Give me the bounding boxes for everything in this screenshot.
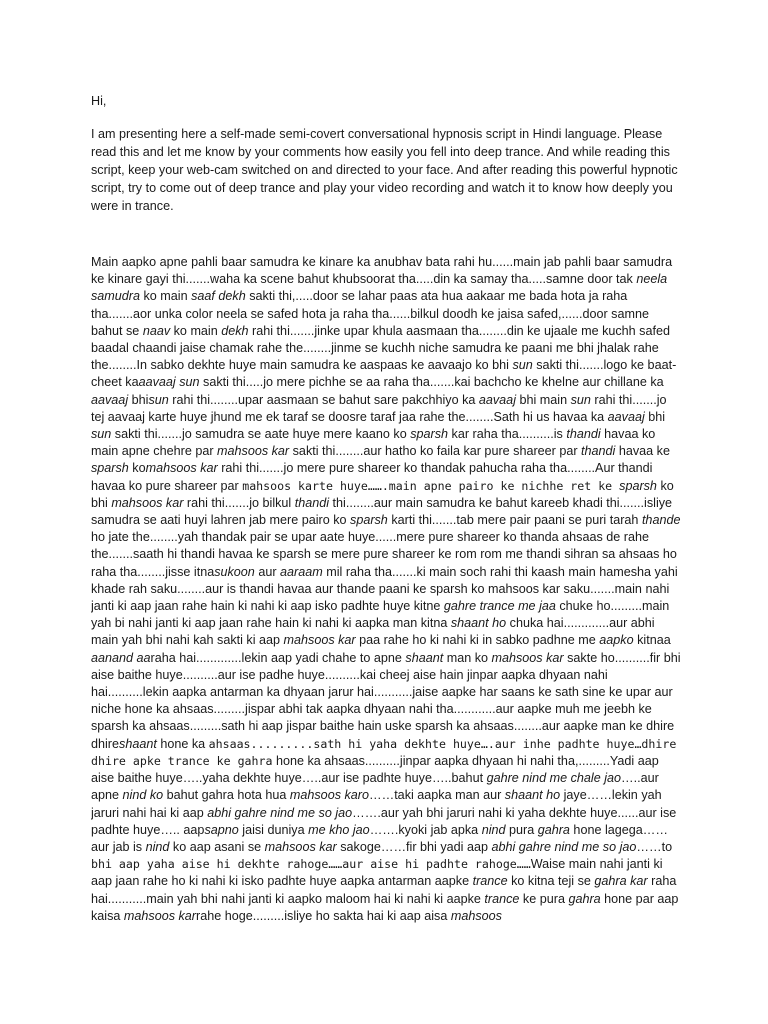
script-emphasis-text: aavaaj <box>607 409 645 424</box>
script-emphasis-text: thandi <box>294 495 330 510</box>
script-monospace-text: ahsaas.........sath hi yaha dekhte huye….aur inhe padhte huye…dhire dhire apke trance ke gahra <box>91 736 677 768</box>
script-emphasis-text: nind <box>145 839 170 854</box>
script-emphasis-text: dekh <box>221 323 249 338</box>
script-text: sakte ho..........fir bhi aise baithe huye..........aur ise padhe huye..........kai cheej aise hain jinpar aapka dhyaan nahi hai..........lekin aapka antarman ka dhyaan jarur hai...........jaise aapke har saans ke sath sine ke upar aur niche hone ka ahsaas.........jispar abhi tak aapka dhyaan nahi tha............aur aapke muh me jeebh ke sparsh ka ahsaas.........sath hi aap jispar baithe hain uske sparsh ka ahsaas........aur aapke man ke dhire dhire <box>91 650 681 751</box>
script-text: man ko <box>443 650 492 665</box>
script-text: bahut gahra hota hua <box>163 788 290 803</box>
script-text: kar raha tha..........is <box>448 427 567 442</box>
script-text: ko <box>128 461 146 476</box>
script-emphasis-text: mahsoos karo <box>289 788 369 803</box>
script-emphasis-text: sparsh <box>91 461 129 476</box>
script-text: sakti thi.....jo mere pichhe se aa raha tha.......kai bachcho ke khelne aur chillane ka <box>199 375 664 390</box>
script-emphasis-text: gahra <box>537 822 570 837</box>
script-text: sakti thi........aur hatho ko faila kar pure shareer par <box>289 444 582 459</box>
script-emphasis-text: mahsoos kar <box>217 444 290 459</box>
script-emphasis-text: nind ko <box>122 788 164 803</box>
script-emphasis-text: sukoon <box>214 564 255 579</box>
script-emphasis-text: mahsoos kar <box>145 461 218 476</box>
script-emphasis-text: thandi <box>566 427 601 442</box>
script-emphasis-text: gahra <box>568 891 601 906</box>
script-text: Waise main nahi janti ki aap jaan rahe ho ki nahi ki isko padhte huye aapka antarman aapke <box>91 857 663 889</box>
script-emphasis-text: neela samudra <box>91 272 668 304</box>
script-text: chuka hai.............aur abhi main yah bhi nahi kah sakti ki aap <box>91 616 655 648</box>
script-text: thi........aur main samudra ke bahut kareeb khadi thi.......isliye samudra se aati huyi lahren jab mere pairo ko <box>91 495 673 528</box>
script-emphasis-text: me kho jao <box>308 822 370 837</box>
script-text: hone par aap kaisa <box>91 891 679 923</box>
script-text: ko main <box>170 323 222 338</box>
script-text: hone lagega……aur jab is <box>91 822 668 854</box>
script-emphasis-text: abhi gahre nind me so jao <box>207 805 353 820</box>
script-emphasis-text: trance <box>472 874 508 889</box>
script-emphasis-text: trance <box>484 891 520 906</box>
script-text: kitnaa <box>633 633 671 648</box>
script-text: karti thi.......tab mere pair paani se puri tarah <box>387 513 642 528</box>
script-text: paa rahe ho ki nahi ki in sabko padhne me <box>355 633 600 648</box>
script-text: …..aur apne <box>91 771 659 803</box>
script-monospace-text: bhi aap yaha aise hi dekhte rahoge……aur aise hi padhte rahoge…… <box>91 857 531 872</box>
script-emphasis-text: aapko <box>599 633 634 648</box>
script-emphasis-text: gahra kar <box>594 874 648 889</box>
script-text: …….aur yah bhi jaruri nahi ki yaha dekhte huye......aur ise padhte huye….. aap <box>91 805 677 837</box>
script-emphasis-text: mahsoos kar <box>264 839 337 854</box>
script-text: rahe hoge.........isliye ho sakta hai ki aap aisa <box>196 908 451 923</box>
intro-paragraph: I am presenting here a self-made semi-covert conversational hypnosis script in Hindi language. Please read this and let me know by your comments how easily you fell into deep trance. And while reading this script, keep your web-cam switched on and directed to your face. And after reading this powerful hypnotic script, try to come out of deep trance and play your video recording and watch it to know how deeply you were in trance. <box>91 127 678 213</box>
script-emphasis-text: sparsh <box>619 478 657 493</box>
script-emphasis-text: mahsoos kar <box>123 908 197 923</box>
script-emphasis-text: sun <box>570 392 591 407</box>
script-emphasis-text: aaraam <box>280 564 323 579</box>
greeting-text: Hi, <box>91 94 107 108</box>
script-text: bhi main <box>516 392 571 407</box>
script-text: raha hai...........main yah bhi nahi janti ki aapko maloom hai ki nahi ki aapke <box>91 874 677 906</box>
script-text: rahi thi.......jo bilkul <box>183 495 295 510</box>
script-emphasis-text: thandi <box>581 444 616 459</box>
script-text: ho jate the........yah thandak pair se upar aate huye......mere pure shareer ko thanda ahsaas de rahe the.......saath hi thandi havaa ke sparsh se mere pure shareer ke rom rom me thandi sihran sa ahsaas ho raha tha........jisse itna <box>91 530 677 579</box>
script-emphasis-text: naav <box>142 323 171 338</box>
script-text: sakti thi.......jo samudra se aate huye mere kaano ko <box>111 427 411 442</box>
script-emphasis-text: aanand aa <box>91 650 151 665</box>
script-emphasis-text: shaant <box>119 736 157 751</box>
script-text: bhi <box>128 392 149 407</box>
script-emphasis-text: shaant ho <box>450 616 507 631</box>
script-text: sakti thi,.....door se lahar paas ata hua aakaar me bada hota ja raha tha.......aor unka color neela se safed hota ja raha tha......bilkul doodh ke jaisa safed,......door samne bahut se <box>91 289 649 338</box>
script-text: jaisi duniya <box>238 822 309 837</box>
hypnosis-script-paragraph <box>91 254 683 934</box>
script-emphasis-text: shaant <box>405 650 444 665</box>
script-text: mil raha tha.......ki main soch rahi thi kaash main hamesha yahi khade rah saku........aur is thandi havaa aur thande paani ke sparsh ko mahsoos kar saku.......main nahi janti ki aap jaan rahe hain ki nahi ki aap isko padhte huye kitne <box>91 564 678 614</box>
script-emphasis-text: sapno <box>204 822 239 837</box>
script-text: ko kitna teji se <box>507 874 595 889</box>
script-text: ko main <box>140 289 192 304</box>
script-emphasis-text: mahsoos kar <box>283 633 356 648</box>
script-text: ko aap asani se <box>169 839 265 854</box>
script-emphasis-text: saaf dekh <box>191 289 246 304</box>
script-text: rahi thi.......jinke upar khula aasmaan tha........din ke ujaale me kuchh safed baadal chaandi jaise chamak rahe the........jinme se kuchh niche samudra ke paani me bhi jhalak rahe the........In sabko dekhte huye main samudra ke aaspaas ke aavaajo ko bhi <box>91 323 670 373</box>
script-text: sakti thi.......logo ke baat-cheet ka <box>91 358 677 390</box>
script-text: hone ka <box>156 736 209 751</box>
script-text: rahi thi.......jo mere pure shareer ko thandak pahucha raha tha........Aur thandi havaa ko pure shareer par <box>91 461 653 493</box>
script-emphasis-text: shaant ho <box>504 788 561 803</box>
script-emphasis-text: sparsh <box>350 513 388 528</box>
script-emphasis-text: nind <box>481 822 506 837</box>
script-text: jaye……lekin yah jaruri nahi hai ki aap <box>91 788 662 820</box>
script-text: hone ka ahsaas..........jinpar aapka dhyaan hi nahi tha,.........Yadi aap aise baithe huye…..yaha dekhte huye…..aur ise padhte huye…..bahut <box>91 753 659 786</box>
script-emphasis-text: thande <box>641 513 681 528</box>
script-text: rahi thi.......jo tej aavaaj karte huye jhund me ek taraf se doosre taraf jaa rahe the........Sath hi us havaa ka <box>91 392 667 424</box>
script-text: ke pura <box>519 891 569 906</box>
script-emphasis-text: sparsh <box>410 427 449 442</box>
script-text: aur <box>254 564 281 579</box>
script-emphasis-text: mahsoos <box>450 908 502 923</box>
script-emphasis-text: abhi gahre nind me so jao <box>491 839 637 854</box>
script-text: havaa ke <box>615 444 670 459</box>
script-text: havaa ko main apne chehre par <box>91 427 656 459</box>
script-emphasis-text: sun <box>91 427 112 442</box>
script-emphasis-text: gahre trance me jaa <box>443 599 556 614</box>
script-text: Main aapko apne pahli baar samudra ke kinare ka anubhav bata rahi hu......main jab pahli baar samudra ke kinare gayi thi.......waha ka scene bahut khubsoorat tha.....din ka samay tha.....samne door tak <box>91 255 673 287</box>
script-text: ……to <box>636 839 673 854</box>
script-text: …….kyoki jab apka <box>369 822 482 837</box>
script-emphasis-text: sun <box>148 392 169 407</box>
script-text: ko bhi <box>91 478 674 510</box>
script-monospace-text: mahsoos karte huye…….main apne pairo ke nichhe ret ke <box>242 478 620 493</box>
script-emphasis-text: aavaaj sun <box>138 375 200 390</box>
script-emphasis-text: sun <box>512 358 533 373</box>
script-emphasis-text: mahsoos kar <box>111 495 184 510</box>
script-text: chuke ho.........main yah bi nahi janti ki aap jaan rahe hain ki nahi ki aapka man kitna <box>91 599 670 631</box>
script-emphasis-text: aavaaj <box>91 392 129 407</box>
script-text: pura <box>505 822 538 837</box>
script-text: sakoge……fir bhi yadi aap <box>336 839 492 854</box>
script-emphasis-text: gahre nind me chale jao <box>486 771 622 786</box>
script-text: bhi <box>644 409 666 424</box>
script-text: rahi thi........upar aasmaan se bahut sare pakchhiyo ka <box>168 392 479 407</box>
script-emphasis-text: aavaaj <box>478 392 516 407</box>
script-text: raha hai.............lekin aap yadi chahe to apne <box>150 650 406 665</box>
script-emphasis-text: mahsoos kar <box>491 650 564 665</box>
script-text: ……taki aapka man aur <box>369 788 505 803</box>
